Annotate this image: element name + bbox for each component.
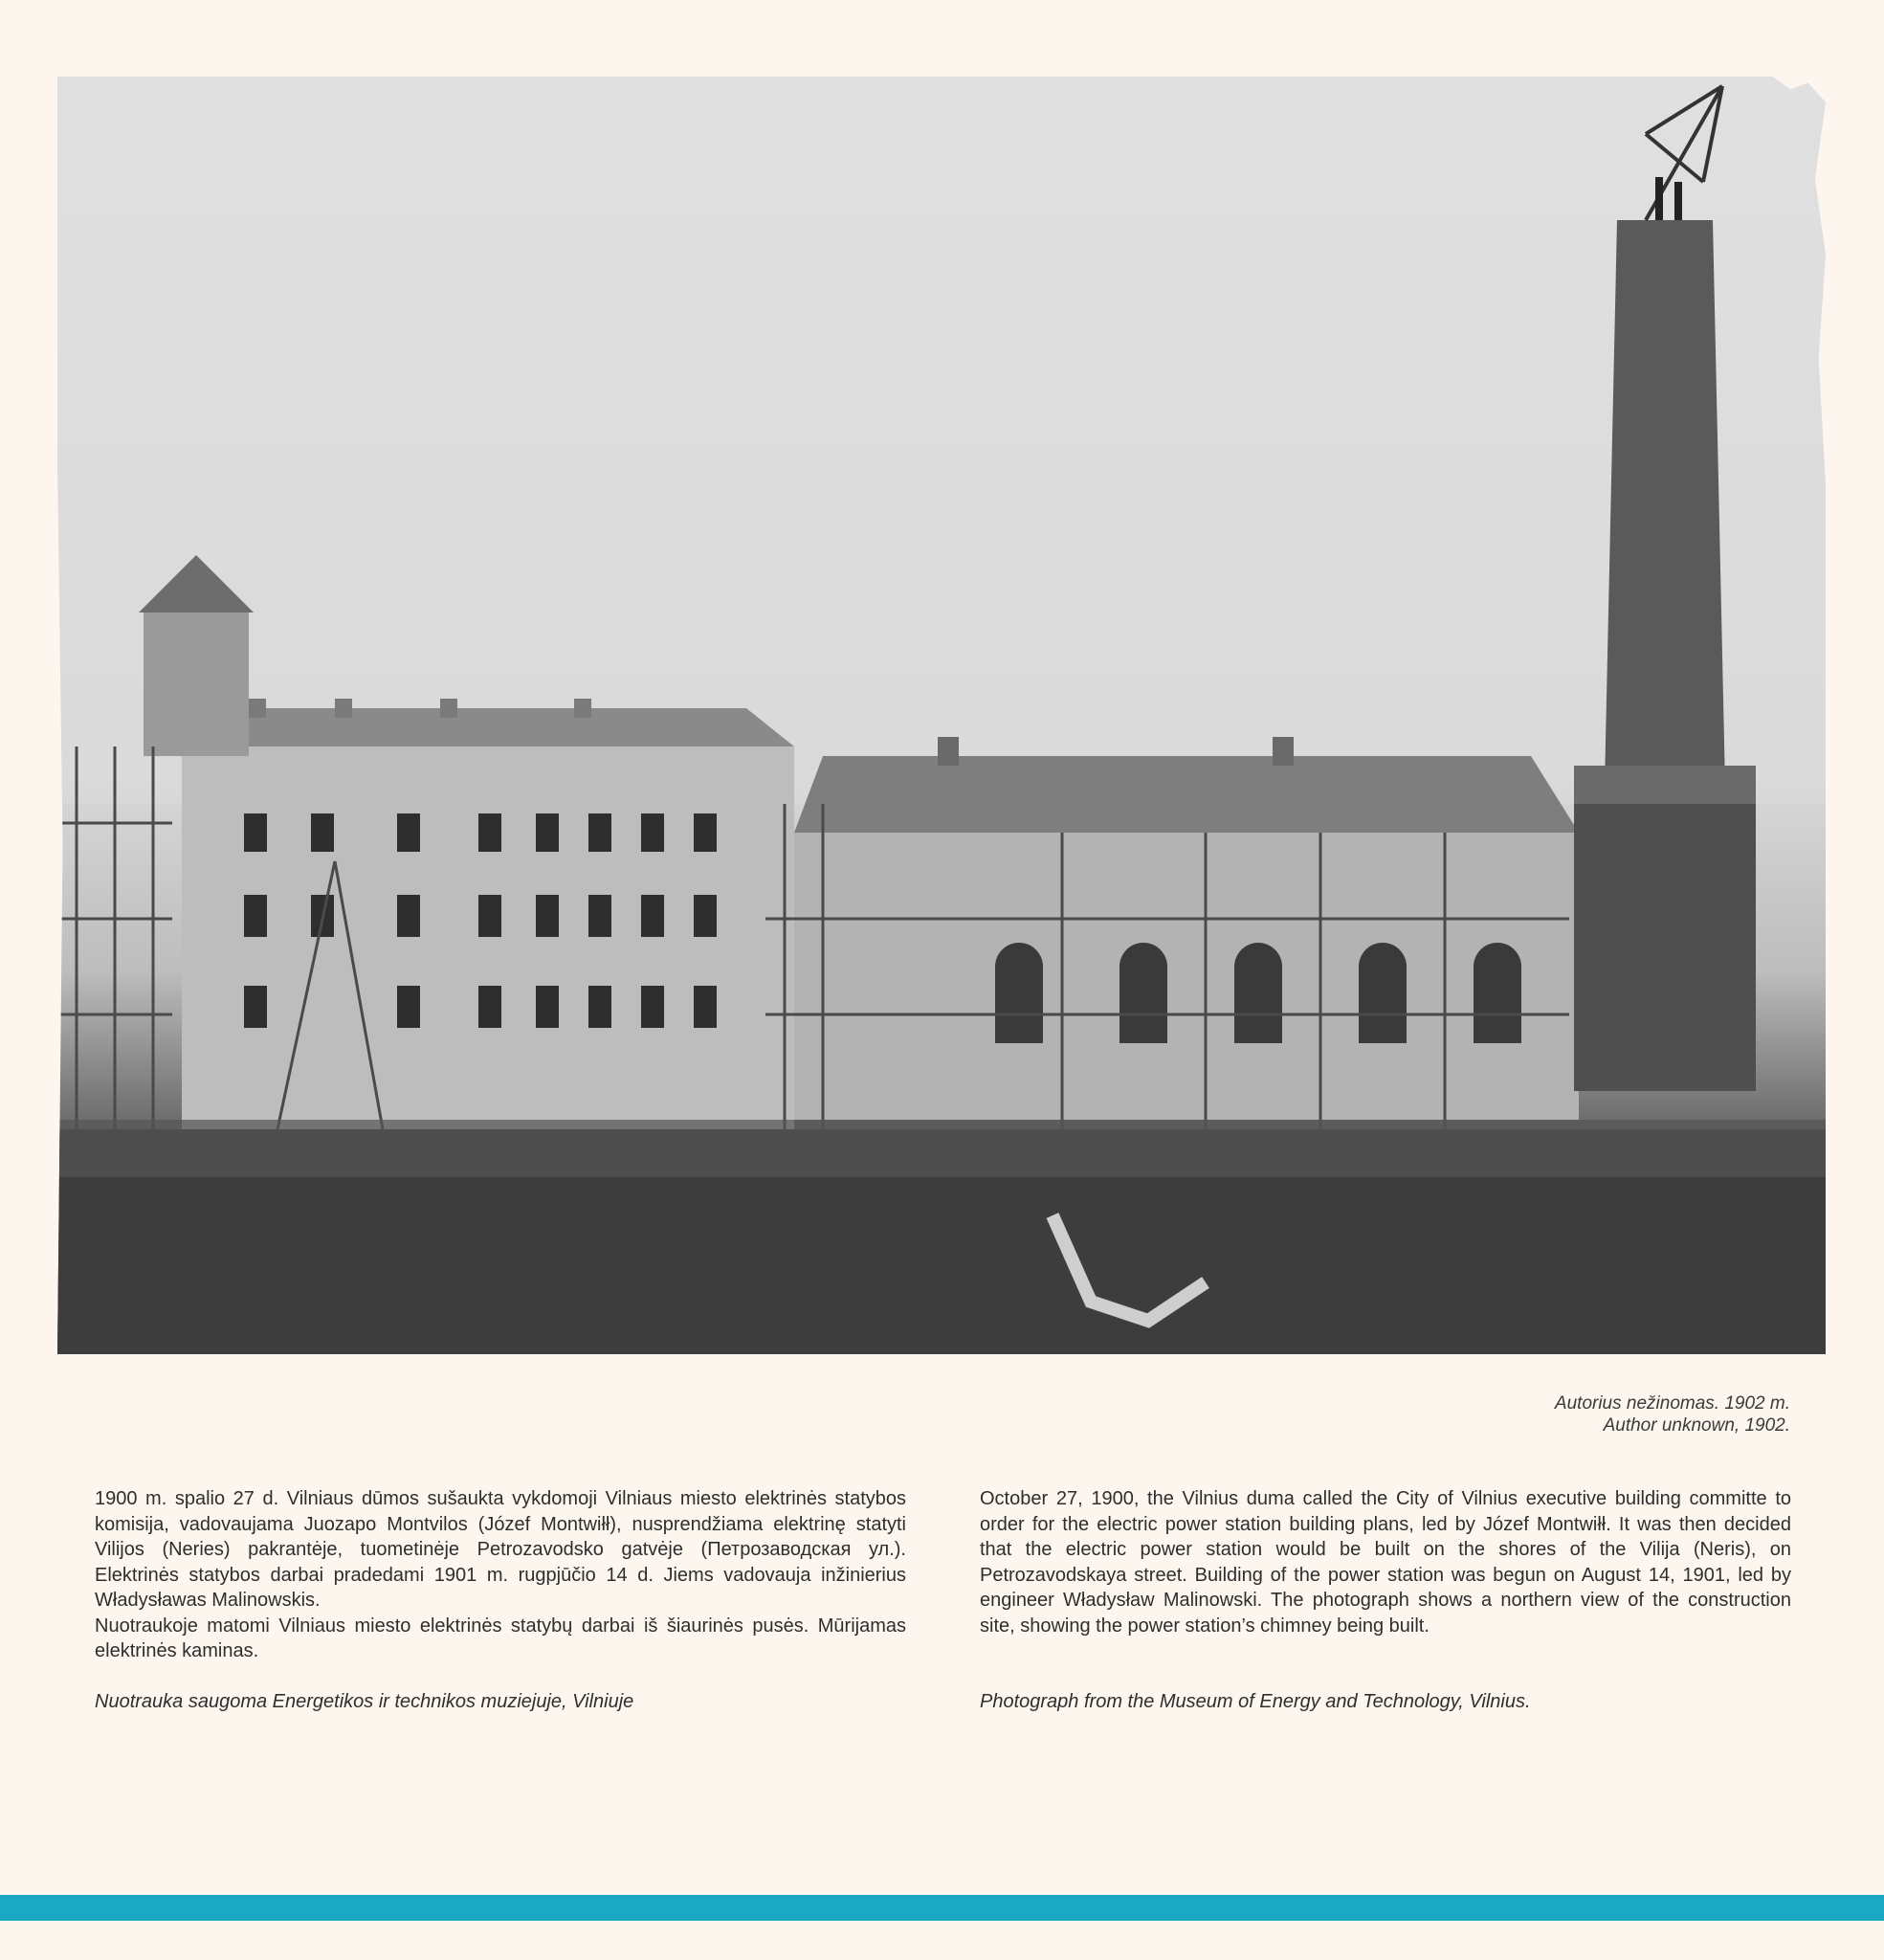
credit-line-lt: Autorius nežinomas. 1902 m. bbox=[1554, 1393, 1790, 1414]
engine-hall bbox=[794, 833, 1579, 1120]
main-building bbox=[182, 746, 794, 1129]
caption-lt-paragraph-2: Nuotraukoje matomi Vilniaus miesto elektrinės statybų darbai iš šiaurinės pusės. Mūrijamas elektrinės kaminas. bbox=[95, 1615, 906, 1661]
photo-illustration bbox=[57, 77, 1826, 1354]
footer-accent-bar bbox=[0, 1895, 1884, 1921]
caption-lt-paragraph-1: 1900 m. spalio 27 d. Vilniaus dūmos sušaukta vykdomoji Vilniaus miesto elektrinės statybos komisija, vadovaujama Juozapo Montvilos (Józef Montwiłł), nusprendžiama elektrinę statyti Vilijos (Neries) pakrantėje, tuometinėje Petrozavodsko gatvėje (Петрозаводская ул.). Elektrinės statybos darbai pradedami 1901 m. rugpjūčio 14 d. Jiems vadovauja inžinierius Władysławas Malinowskis. bbox=[95, 1488, 906, 1611]
caption-lt-source: Nuotrauka saugoma Energetikos ir technikos muziejuje, Vilniuje bbox=[95, 1690, 634, 1712]
photo-credit bbox=[1555, 1392, 1790, 1437]
caption-en-source: Photograph from the Museum of Energy and Technology, Vilnius. bbox=[980, 1691, 1531, 1712]
historical-photograph bbox=[57, 77, 1826, 1354]
tower bbox=[144, 612, 249, 756]
credit-line-en: Author unknown, 1902. bbox=[1603, 1415, 1790, 1436]
caption-en-paragraph-1: October 27, 1900, the Vilnius duma called the City of Vilnius executive building committe to order for the electric power station building plans, led by Józef Montwiłł. It was then decided that the electric power station would be built on the shores of the Vilija (Neris), on Petrozavodskaya street. Building of the power station was begun on August 14, 1901, led by engineer Władysław Malinowski. The photograph shows a northern view of the construction site, showing the power station’s chimney being built. bbox=[980, 1488, 1791, 1637]
caption-english bbox=[980, 1486, 1791, 1715]
caption-lithuanian bbox=[95, 1486, 906, 1714]
